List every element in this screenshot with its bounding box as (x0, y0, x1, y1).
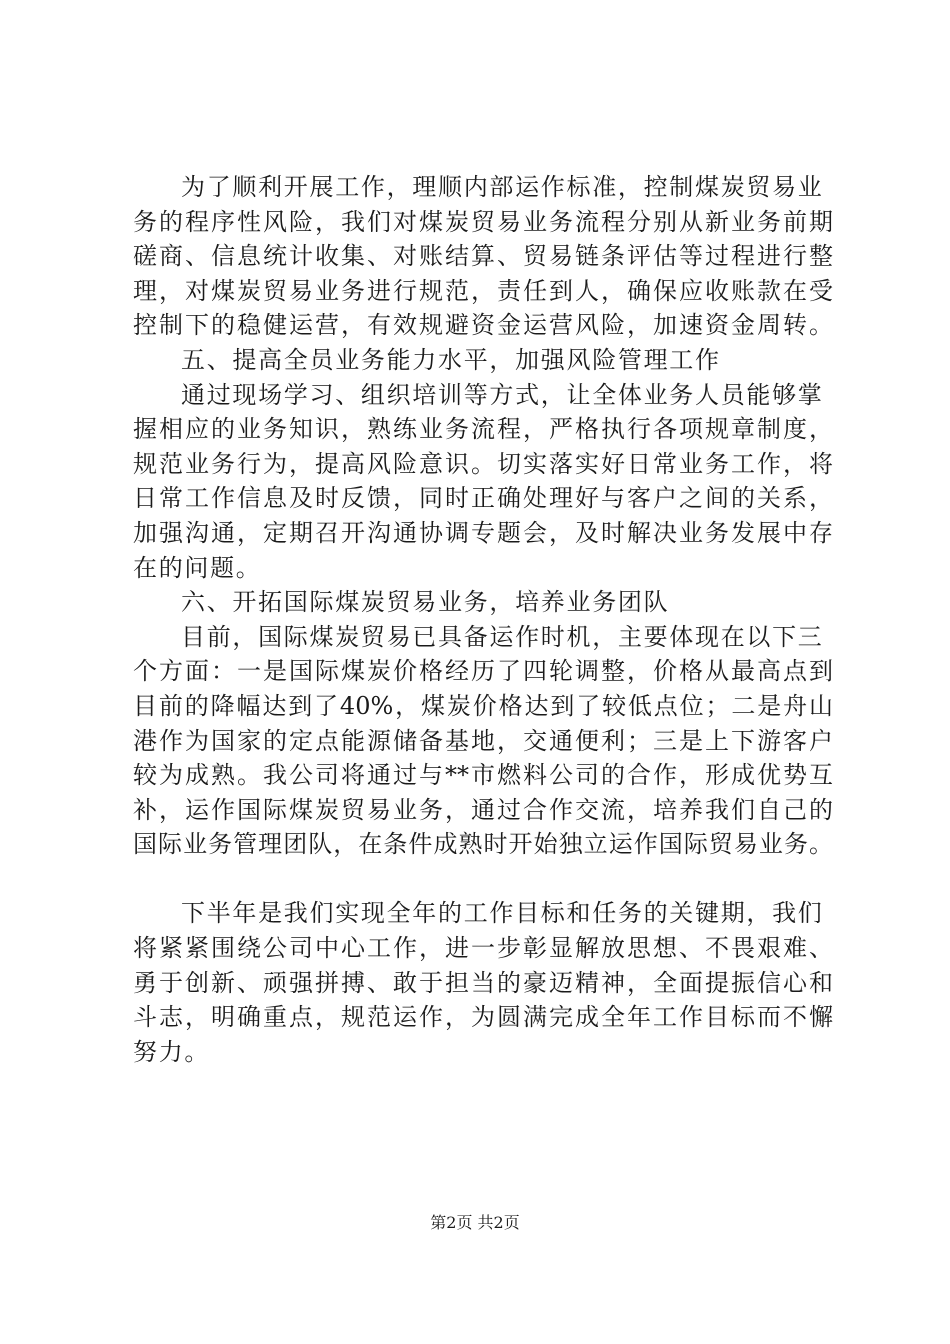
paragraph-spacer (133, 862, 833, 897)
text-line: 国际业务管理团队，在条件成熟时开始独立运作国际贸易业务。 (133, 830, 833, 859)
paragraph-staff-training (133, 378, 833, 586)
text-line: 为了顺利开展工作，理顺内部运作标准，控制煤炭贸易业 (181, 173, 824, 201)
text-line: 务的程序性风险，我们对煤炭贸易业务流程分别从新业务前期 (133, 207, 833, 236)
text-line: 港作为国家的定点能源储备基地，交通便利；三是上下游客户 (133, 726, 833, 755)
heading-line: 五、提高全员业务能力水平，加强风险管理工作 (181, 345, 721, 374)
text-line: 目前，国际煤炭贸易已具备运作时机，主要体现在以下三 (181, 622, 824, 651)
text-line: 磋商、信息统计收集、对账结算、贸易链条评估等过程进行整 (133, 242, 833, 271)
text-line: 在的问题。 (133, 553, 262, 582)
text-line: 努力。 (133, 1037, 211, 1066)
text-line: 理，对煤炭贸易业务进行规范，责任到人，确保应收账款在受 (133, 276, 833, 305)
text-line: 日常工作信息及时反馈，同时正确处理好与客户之间的关系， (133, 484, 833, 513)
text-line: 规范业务行为，提高风险意识。切实落实好日常业务工作，将 (133, 449, 833, 478)
text-line: 通过现场学习、组织培训等方式，让全体业务人员能够掌 (181, 380, 824, 409)
paragraph-trade-process (133, 170, 833, 343)
paragraph-international-trade (133, 620, 833, 862)
text-line: 握相应的业务知识，熟练业务流程，严格执行各项规章制度， (133, 415, 833, 444)
document-body (133, 170, 833, 1069)
text-line: 下半年是我们实现全年的工作目标和任务的关键期，我们 (181, 899, 824, 928)
text-line: 控制下的稳健运营，有效规避资金运营风险，加速资金周转。 (133, 311, 833, 340)
heading-line: 六、开拓国际煤炭贸易业务，培养业务团队 (181, 588, 670, 617)
section-heading-six (133, 585, 833, 620)
text-line: 勇于创新、顽强拼搏、敢于担当的豪迈精神，全面提振信心和 (133, 968, 833, 997)
text-line: 较为成熟。我公司将通过与**市燃料公司的合作，形成优势互 (133, 761, 833, 790)
text-line: 个方面：一是国际煤炭价格经历了四轮调整，价格从最高点到 (133, 657, 833, 686)
text-line: 目前的降幅达到了40%，煤炭价格达到了较低点位；二是舟山 (133, 691, 833, 720)
page-number-footer: 第2页 共2页 (430, 1213, 520, 1232)
text-line: 将紧紧围绕公司中心工作，进一步彰显解放思想、不畏艰难、 (133, 934, 833, 963)
text-line: 加强沟通，定期召开沟通协调专题会，及时解决业务发展中存 (133, 518, 833, 547)
text-line: 补，运作国际煤炭贸易业务，通过合作交流，培养我们自己的 (133, 795, 833, 824)
text-line: 斗志，明确重点，规范运作，为圆满完成全年工作目标而不懈 (133, 1003, 833, 1032)
paragraph-second-half-outlook (133, 896, 833, 1069)
section-heading-five (133, 343, 833, 378)
